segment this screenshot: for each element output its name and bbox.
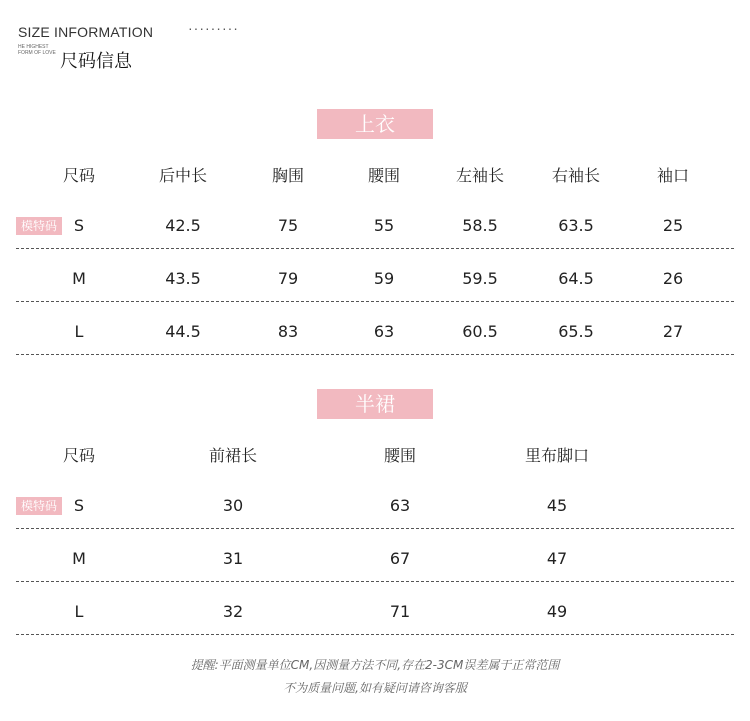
table-cell: 32 [222, 602, 244, 621]
table-cell: L [74, 322, 84, 341]
table-cell: S [73, 496, 85, 515]
skirt-col-waist: 腰围 [383, 446, 417, 465]
skirt-col-front-length: 前裙长 [208, 446, 258, 465]
skirt-col-size: 尺码 [62, 446, 96, 465]
table-cell: 26 [662, 269, 684, 288]
row-divider [16, 248, 734, 249]
tops-section-heading: 上衣 [317, 109, 433, 139]
table-cell: S [73, 216, 85, 235]
table-cell: 67 [389, 549, 411, 568]
skirt-section-heading: 半裙 [317, 389, 433, 419]
table-cell: 71 [389, 602, 411, 621]
row-divider [16, 301, 734, 302]
brand-tagline-line1: HE HIGHEST [18, 44, 49, 50]
table-cell: 65.5 [558, 322, 594, 341]
table-cell: 60.5 [462, 322, 498, 341]
brand-dots: ········· [188, 20, 239, 36]
table-cell: 43.5 [165, 269, 201, 288]
tops-model-badge: 模特码 [16, 217, 62, 235]
table-cell: 79 [277, 269, 299, 288]
row-divider [16, 581, 734, 582]
table-cell: 47 [546, 549, 568, 568]
table-cell: 63 [389, 496, 411, 515]
table-cell: 42.5 [165, 216, 201, 235]
tops-col-waist: 腰围 [367, 166, 401, 185]
table-cell: 31 [222, 549, 244, 568]
table-cell: M [72, 549, 86, 568]
row-divider [16, 354, 734, 355]
tops-col-back-length: 后中长 [158, 166, 208, 185]
table-cell: 45 [546, 496, 568, 515]
table-cell: 58.5 [462, 216, 498, 235]
footnote-line2: 不为质量问题,如有疑问请咨询客服 [283, 681, 467, 695]
table-cell: 30 [222, 496, 244, 515]
tops-col-cuff: 袖口 [656, 166, 690, 185]
table-cell: 27 [662, 322, 684, 341]
table-cell: 75 [277, 216, 299, 235]
skirt-model-badge: 模特码 [16, 497, 62, 515]
row-divider [16, 634, 734, 635]
table-cell: M [72, 269, 86, 288]
table-cell: 63.5 [558, 216, 594, 235]
tops-col-left-sleeve: 左袖长 [455, 166, 505, 185]
brand-title: SIZE INFORMATION [18, 24, 154, 40]
table-cell: 55 [373, 216, 395, 235]
table-cell: 83 [277, 322, 299, 341]
tops-col-size: 尺码 [62, 166, 96, 185]
row-divider [16, 528, 734, 529]
brand-tagline [18, 44, 56, 56]
skirt-col-lining-hem: 里布脚口 [524, 446, 590, 465]
table-cell: 49 [546, 602, 568, 621]
table-cell: 64.5 [558, 269, 594, 288]
table-cell: 59 [373, 269, 395, 288]
tops-col-chest: 胸围 [271, 166, 305, 185]
table-cell: 44.5 [165, 322, 201, 341]
page-title: 尺码信息 [60, 51, 132, 72]
table-cell: 63 [373, 322, 395, 341]
table-cell: 59.5 [462, 269, 498, 288]
footnote-line1: 提醒:平面测量单位CM,因测量方法不同,存在2-3CM误差属于正常范围 [190, 658, 560, 672]
table-cell: 25 [662, 216, 684, 235]
brand-tagline-line2: FORM OF LOVE [18, 50, 56, 56]
table-cell: L [74, 602, 84, 621]
tops-col-right-sleeve: 右袖长 [551, 166, 601, 185]
